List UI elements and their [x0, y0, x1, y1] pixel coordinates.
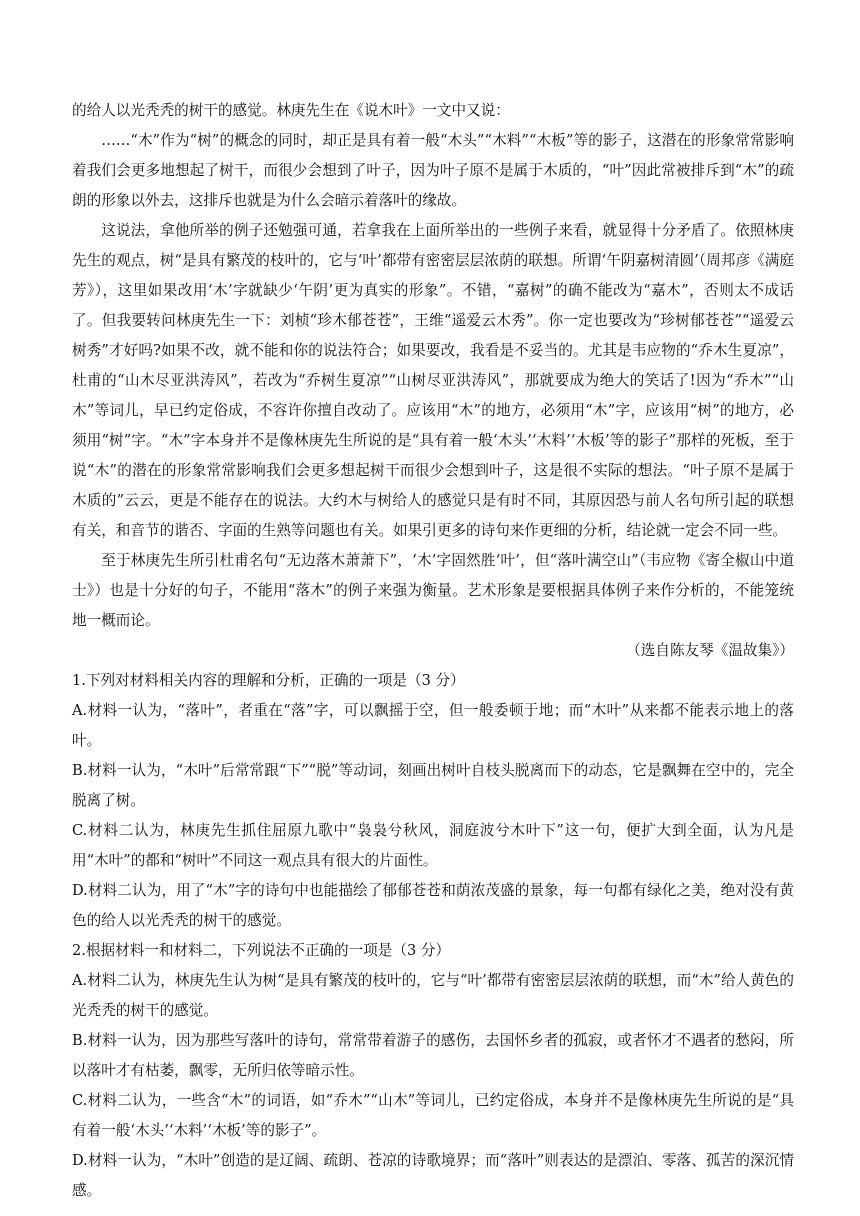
question-2-option-a: A.材料二认为，林庚先生认为树“是具有繁茂的枝叶的，它与“叶’都带有密密层层浓荫的联想，而“木”给人黄色的光秃秃的树干的感觉。 — [72, 972, 794, 1019]
question-2-stem: 2.根据材料一和材料二，下列说法不正确的一项是（3 分） — [72, 942, 451, 959]
question-2-option-c: C.材料二认为，一些含“木”的词语，如“乔木”“山木”等词儿，已约定俗成，本身并不是像林庚先生所说的是“具有着一般‘木头’‘木料’‘木板’等的影子”。 — [72, 1092, 794, 1139]
question-1-option-d: D.材料二认为，用了“木”字的诗句中也能描绘了郁郁苍苍和荫浓茂盛的景象，每一句都有绿化之美，绝对没有黄色的给人以光秃秃的树干的感觉。 — [72, 882, 794, 929]
passage-paragraph: 至于林庚先生所引杜甫名句“无边落木萧萧下”，‘木’字固然胜‘叶’，但“落叶满空山”（韦应物《寄全椒山中道士》）也是十分好的句子，不能用“落木”的例子来强为衡量。艺术形象是要根据具体例子来作分析的，不能笼统地一概而论。 — [72, 552, 794, 629]
question-1-option-b: B.材料一认为，“木叶”后常常跟“下”“脱”等动词，刻画出树叶自枝头脱离而下的动态，它是飘舞在空中的，完全脱离了树。 — [72, 762, 794, 809]
document-page — [72, 96, 794, 1206]
passage-paragraph: 这说法，拿他所举的例子还勉强可通，若拿我在上面所举出的一些例子来看，就显得十分矛盾了。依照林庚先生的观点，树“是具有繁茂的枝叶的，它与‘叶’都带有密密层层浓荫的联想。所谓‘午阴嘉树清圆’（周邦彦《满庭芳》），这里如果改用‘木’字就缺少‘午阴’更为真实的形象”。不错，“嘉树”的确不能改为“嘉木”，否则太不成话了。但我要转问林庚先生一下：刘桢“珍木郁苍苍”，王维“遥爱云木秀”。你一定也要改为“珍树郁苍苍”“遥爱云树秀”才好吗?如果不改，就不能和你的说法符合；如果要改，我看是不妥当的。尤其是韦应物的“乔木生夏凉”，杜甫的“山木尽亚洪涛风”，若改为“乔树生夏凉”“山树尽亚洪涛风”，那就要成为绝大的笑话了!因为“乔木”“山木”等词儿，早已约定俗成，不容许你擅自改动了。应该用“木”的地方，必须用“木”字，应该用“树”的地方，必须用“树”字。“木”字本身并不是像林庚先生所说的是“具有着一般‘木头’‘木料’‘木板’等的影子”那样的死板，至于说“木”的潜在的形象常常影响我们会更多想起树干而很少会想到叶子，这是很不实际的想法。“叶子原不是属于木质的”云云，更是不能存在的说法。大约木与树给人的感觉只是有时不同，其原因恐与前人名句所引起的联想有关，和音节的谐否、字面的生熟等问题也有关。如果引更多的诗句来作更细的分析，结论就一定会不同一些。 — [72, 222, 794, 539]
question-2-option-b: B.材料一认为，因为那些写落叶的诗句，常常带着游子的感伤，去国怀乡者的孤寂，或者怀才不遇者的愁闷，所以落叶才有枯萎，飘零，无所归依等暗示性。 — [72, 1032, 794, 1079]
passage-quote: ……“木”作为“树”的概念的同时，却正是具有着一般“木头”“木料”“木板”等的影子，这潜在的形象常常影响着我们会更多地想起了树干，而很少会想到了叶子，因为叶子原不是属于木质的，“叶”因此常被排斥到“木”的疏朗的形象以外去，这排斥也就是为什么会暗示着落叶的缘故。 — [72, 132, 794, 209]
question-1-option-c: C.材料二认为，林庚先生抓住屈原九歌中“袅袅兮秋风，洞庭波兮木叶下”这一句，便扩大到全面，认为凡是用“木叶”的都和“树叶”不同这一观点具有很大的片面性。 — [72, 822, 794, 869]
source-citation: （选自陈友琴《温故集》） — [626, 642, 794, 659]
passage-paragraph: 的给人以光秃秃的树干的感觉。林庚先生在《说木叶》一文中又说： — [72, 102, 510, 119]
question-2-option-d: D.材料一认为，“木叶”创造的是辽阔、疏朗、苍凉的诗歌境界；而“落叶”则表达的是漂泊、零落、孤苦的深沉情感。 — [72, 1152, 794, 1199]
question-1-option-a: A.材料一认为，“落叶”，者重在“落”字，可以飘摇于空，但一般委顿于地；而“木叶”从来都不能表示地上的落叶。 — [72, 702, 794, 749]
question-1-stem: 1.下列对材料相关内容的理解和分析，正确的一项是（3 分） — [72, 672, 465, 689]
